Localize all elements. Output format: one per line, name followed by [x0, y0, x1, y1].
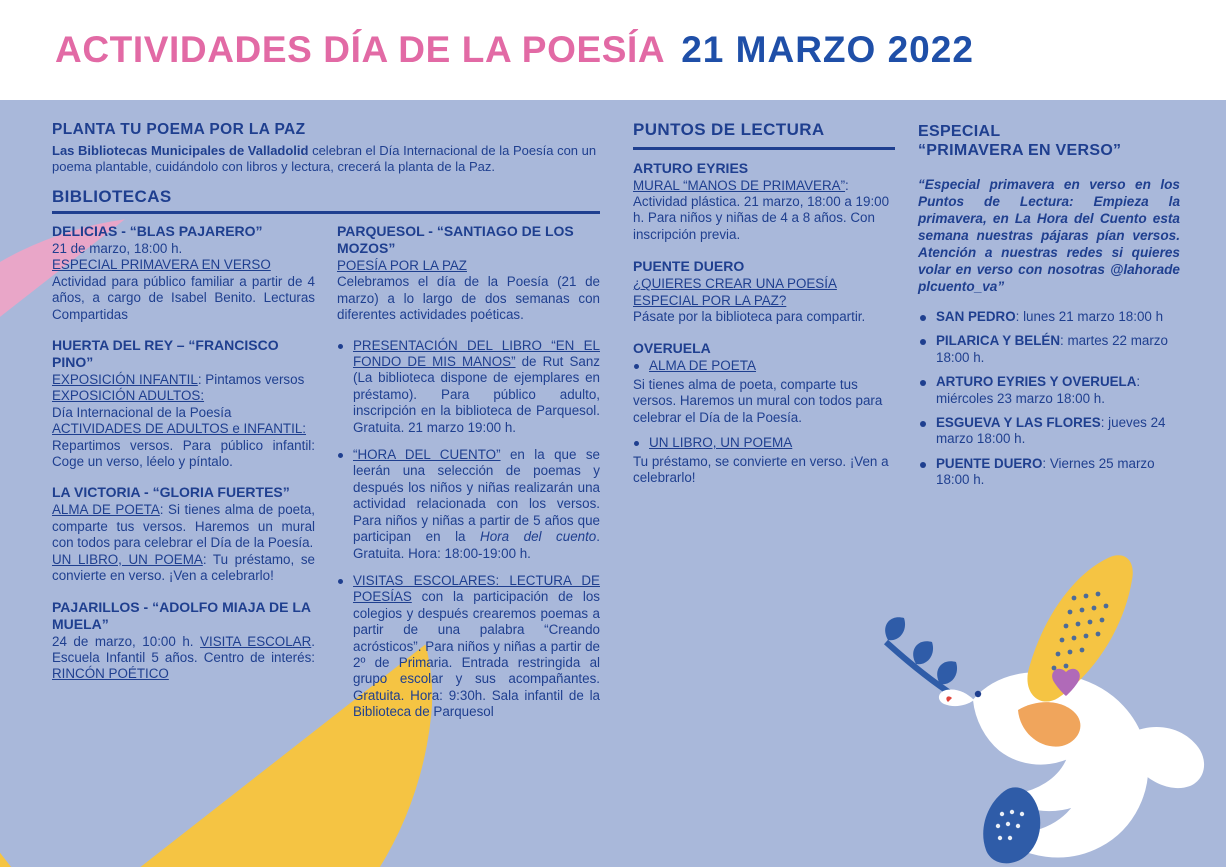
list-item: [918, 333, 1180, 366]
library-detail: [52, 241, 315, 323]
dove-icon: [878, 522, 1208, 867]
reading-point-body-2: Tu préstamo, se convierte en verso. ¡Ven a celebrarlo!: [633, 453, 889, 485]
library-highlight: UN LIBRO, UN POEMA: [52, 551, 203, 567]
list-item: [918, 456, 1180, 489]
libraries-column-b: [337, 223, 600, 732]
library-body: : Si tienes alma de poeta, comparte tus versos. Haremos un mural con todos para celebrar el Día de la Poesía.: [52, 502, 315, 551]
schedule-place: SAN PEDRO: [936, 309, 1016, 324]
special-title-line1: ESPECIAL: [918, 123, 1001, 140]
library-name: HUERTA DEL REY – “FRANCISCO PINO”: [52, 337, 279, 371]
library-entry-la-victoria: [52, 484, 315, 584]
list-item: [633, 435, 895, 452]
special-quote: “Especial primavera en verso en los Puntos de Lectura: Empieza la primavera, en La Hora del Cuento esta semana nuestras pájaras pían versos. Atención a nuestras redes si quieres volar en verso con nosotras @lahorade plcuento_va”: [918, 177, 1180, 294]
library-highlight: ACTIVIDADES DE ADULTOS e INFANTIL:: [52, 421, 306, 437]
schedule-place: PILARICA Y BELÉN: [936, 333, 1061, 349]
overuela-activity-list-2: [633, 435, 895, 452]
activity-title: ALMA DE POETA: [649, 358, 757, 374]
library-body: Actividad para público familiar a partir de 4 años, a cargo de Isabel Benito. Lecturas Compartidas: [52, 273, 315, 322]
library-highlight: ESPECIAL PRIMAVERA EN VERSO: [52, 257, 271, 273]
reading-point-overuela: [633, 340, 895, 486]
reading-point-name: ARTURO EYRIES: [633, 159, 749, 176]
library-entry-huerta-del-rey: [52, 337, 315, 470]
poster-body: [0, 100, 1226, 867]
activity-body: en la que se leerán una selección de poemas y después los niños y niñas realizarán una actividad relacionada con los versos. Para niños y niñas a partir de 5 años que participan en la: [353, 447, 601, 545]
library-body: 24 de marzo, 10:00 h.: [52, 633, 201, 649]
library-name: PARQUESOL - “SANTIAGO DE LOS MOZOS”: [337, 223, 574, 256]
dove-eye-icon: [975, 691, 981, 697]
library-detail: [52, 634, 315, 683]
section-divider: [52, 211, 600, 214]
title-text: ACTIVIDADES DÍA DE LA POESÍA: [55, 29, 666, 70]
library-name: PAJARILLOS - “ADOLFO MIAJA DE LA MUELA”: [52, 598, 311, 632]
schedule-time: : jueves 24 marzo 18:00 h.: [936, 415, 1166, 447]
activity-body: con la participación de los colegios y después crearemos poemas a partir de una palabra “Creando acrósticos”. Para niños y niñas a partir de 2º de Primaria. Entrada restringida al grupo escolar y sus acompañantes. Gratuita. Hora: 9:30h. Sala infantil de la Biblioteca de Parquesol: [353, 589, 600, 720]
schedule-place: ESGUEVA Y LAS FLORES: [936, 415, 1101, 431]
schedule-time: : miércoles 23 marzo 18:00 h.: [936, 374, 1141, 406]
olive-branch-icon: [885, 617, 957, 697]
reading-point-body: : Actividad plástica. 21 marzo, 18:00 a 19:00 h. Para niños y niñas de 4 a 8 años. Con inscripción previa.: [633, 177, 890, 242]
reading-point-detail: [633, 178, 895, 244]
schedule-time: : lunes 21 marzo 18:00 h: [1015, 309, 1164, 324]
activity-emphasis: Hora del cuento: [480, 529, 597, 545]
title-date: 21 MARZO 2022: [681, 29, 974, 70]
reading-point-highlight: MURAL “MANOS DE PRIMAVERA”: [633, 177, 846, 193]
list-item: [633, 358, 895, 375]
column-reading-points: [633, 122, 895, 501]
list-item: [337, 338, 600, 436]
schedule-place: PUENTE DUERO: [936, 455, 1043, 471]
library-highlight: VISITA ESCOLAR: [200, 633, 312, 649]
overuela-activity-list: [633, 358, 895, 375]
list-item: [337, 573, 600, 721]
schedule-time: : Viernes 25 marzo 18:00 h.: [936, 455, 1155, 488]
libraries-columns: [52, 223, 600, 732]
intro-text: [52, 143, 600, 175]
library-entry-parquesol: [337, 223, 600, 324]
intro-bold-lead: Las Bibliotecas Municipales de Valladolid: [52, 142, 309, 158]
special-schedule-list: [918, 309, 1180, 489]
page-title: [55, 29, 974, 71]
library-entry-delicias: [52, 223, 315, 323]
library-body: Día Internacional de la Poesía: [52, 404, 232, 420]
activity-title: VISITAS ESCOLARES: LECTURA DE POESÍAS: [353, 572, 600, 605]
reading-point-body: Pásate por la biblioteca para compartir.: [633, 308, 866, 324]
intro-body: celebran el Día Internacional de la Poesía con un poema plantable, cuidándolo con libros y lectura, crecerá la planta de la Paz.: [52, 142, 597, 174]
list-item: [918, 309, 1180, 325]
schedule-place: ARTURO EYRIES Y OVERUELA: [936, 374, 1137, 390]
reading-point-arturo-eyries: [633, 160, 895, 244]
activity-body-2: . Gratuita. Hora: 18:00-19:00 h.: [353, 529, 600, 561]
library-highlight: POESÍA POR LA PAZ: [337, 258, 467, 273]
library-detail: [337, 258, 600, 324]
special-title-line2: “PRIMAVERA EN VERSO”: [918, 142, 1122, 159]
reading-point-highlight: ¿QUIERES CREAR UNA POESÍA ESPECIAL POR LA PAZ?: [633, 276, 837, 308]
special-title: [918, 122, 1180, 160]
library-name: DELICIAS - “BLAS PAJARERO”: [52, 223, 263, 239]
reading-points-title: PUNTOS DE LECTURA: [633, 120, 825, 139]
reading-point-body: Si tienes alma de poeta, comparte tus versos. Haremos un mural con todos para celebrar el Día de la Poesía.: [633, 376, 883, 425]
activity-title: “HORA DEL CUENTO”: [353, 447, 501, 463]
libraries-section-title: BIBLIOTECAS: [52, 186, 172, 206]
library-highlight: RINCÓN POÉTICO: [52, 666, 169, 682]
library-schedule: 21 de marzo, 18:00 h.: [52, 241, 183, 256]
list-item: [918, 415, 1180, 448]
library-highlight: EXPOSICIÓN INFANTIL: [52, 372, 198, 388]
library-highlight: ALMA DE POETA: [52, 502, 160, 518]
activity-title: PRESENTACIÓN DEL LIBRO “EN EL FONDO DE MIS MANOS”: [353, 337, 600, 370]
list-item: [918, 374, 1180, 407]
activity-body: de Rut Sanz (La biblioteca dispone de ejemplares en préstamo). Para público adulto, inscripción en la biblioteca de Parquesol. Gratuita. 21 marzo 19:00 h.: [353, 354, 600, 435]
libraries-column-a: [52, 223, 315, 732]
list-item: [337, 447, 600, 562]
library-detail: [52, 502, 315, 584]
column-special: [918, 122, 1180, 497]
reading-point-name: OVERUELA: [633, 340, 711, 357]
intro-title: PLANTA TU POEMA POR LA PAZ: [52, 121, 306, 138]
library-body: Celebramos el día de la Poesía (21 de marzo) a lo largo de dos semanas con diferentes actividades poéticas.: [337, 274, 600, 323]
library-entry-pajarillos: [52, 599, 315, 683]
parquesol-activities-list: [337, 338, 600, 721]
library-body: . Escuela Infantil 5 años. Centro de interés:: [52, 633, 315, 665]
reading-point-name: PUENTE DUERO: [633, 258, 745, 275]
reading-point-puente-duero: [633, 258, 895, 325]
library-name: LA VICTORIA - “GLORIA FUERTES”: [52, 484, 290, 501]
library-body: : Pintamos versos: [197, 372, 305, 388]
library-body: : Tu préstamo, se convierte en verso. ¡Ven a celebrarlo!: [52, 551, 315, 584]
reading-point-detail: [633, 276, 895, 325]
library-detail: [52, 372, 315, 470]
column-left: [52, 122, 600, 732]
library-body: Repartimos versos. Para público infantil: Coge un verso, léelo y píntalo.: [52, 437, 315, 470]
schedule-time: : martes 22 marzo 18:00 h.: [936, 333, 1168, 365]
activity-title: UN LIBRO, UN POEMA: [649, 435, 793, 451]
library-highlight: EXPOSICIÓN ADULTOS:: [52, 388, 205, 404]
poster-header: [0, 0, 1226, 100]
section-divider: [633, 147, 895, 150]
